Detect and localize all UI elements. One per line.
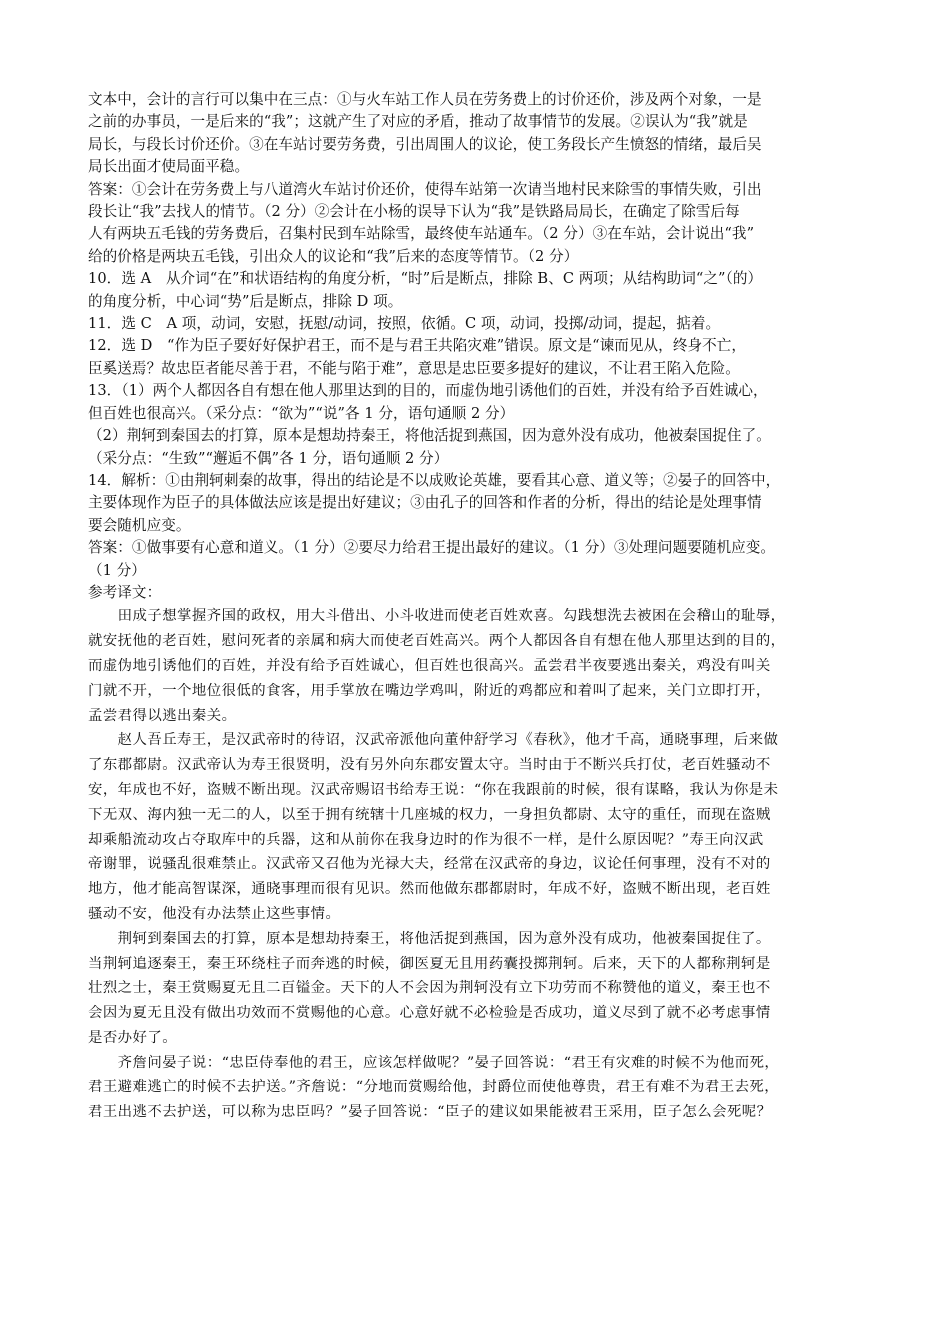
text-line: 了东郡都尉。汉武帝认为寿王很贤明，没有另外向东郡安置太守。当时由于不断兴兵打仗，老百姓骚动不 [88, 757, 771, 774]
text-line: 地方，他才能高智谋深，通晓事理而很有见识。然而他做东郡都尉时，年成不好，盗贼不断出现，老百姓 [88, 881, 771, 898]
text-line: 帝谢罪，说骚乱很难禁止。汉武帝又召他为光禄大夫，经常在汉武帝的身边，议论任何事理，没有不对的 [88, 856, 771, 873]
text-line: 赵人吾丘寿王，是汉武帝时的待诏，汉武帝派他向董仲舒学习《春秋》，他才千高，通晓事理，后来做 [88, 732, 779, 749]
text-line: 君王出逃不去护送，可以称为忠臣吗？”晏子回答说：“臣子的建议如果能被君王采用，臣子怎么会死呢？ [88, 1104, 772, 1121]
text-line: 当荆轲追逐秦王，秦王环绕柱子而奔逃的时候，御医夏无且用药囊投掷荆轲。后来，天下的人都称荆轲是 [88, 955, 771, 972]
text-line: 田成子想掌握齐国的政权，用大斗借出、小斗收进而使老百姓欢喜。勾践想洗去被困在会稽山的耻辱， [88, 608, 786, 625]
text-line: 齐詹问晏子说：“忠臣侍奉他的君王，应该怎样做呢？”晏子回答说：“君王有灾难的时候不为他而死， [88, 1054, 780, 1071]
answer-14 [88, 537, 864, 582]
question-10 [88, 268, 864, 313]
text-line: 13．（1）两个人都因各自有想在他人那里达到的目的，而虚伪地引诱他们的百姓，并没有给予百姓诚心， [88, 382, 768, 400]
text-line: 荆轲到秦国去的打算，原本是想劫持秦王，将他活捉到燕国，因为意外没有成功，他被秦国捉住了。 [88, 930, 771, 947]
text-line: 而虚伪地引诱他们的百姓，并没有给予百姓诚心，但百姓也很高兴。孟尝君半夜要逃出秦关，鸡没有叫关 [88, 657, 771, 674]
answer-9 [88, 179, 864, 269]
question-14 [88, 470, 864, 537]
text-line: 但百姓也很高兴。（采分点：“欲为”“说”各 1 分，语句通顺 2 分） [88, 404, 515, 422]
question-11 [88, 313, 864, 335]
text-line: 10．选 A 从介词“在”和状语结构的角度分析，“时”后是断点，排除 B、C 两项；从结构助词“之”（的） [88, 270, 763, 288]
translation-paragraph-3 [88, 927, 864, 1051]
text-line: 11．选 C A 项，动词，安慰，抚慰/动词，按照，依循。C 项，动词，投掷/动词，提起，掂着。 [88, 315, 721, 333]
text-line: 下无双、海内独一无二的人，以至于拥有统辖十几座城的权力，一身担负都尉、太守的重任，而现在盗贼 [88, 806, 771, 823]
text-line: 会因为夏无且没有做出功效而不赏赐他的心意。心意好就不必检验是否成功，道义尽到了就不必考虑事情 [88, 1005, 771, 1022]
text-line: 之前的办事员，一是后来的“我”；这就产生了对应的矛盾，推动了故事情节的发展。②误认为“我”就是 [88, 113, 748, 131]
text-line: 却乘船流动攻占夺取库中的兵器，这和从前你在我身边时的作为很不一样，是什么原因呢？”寿王向汉武 [88, 831, 764, 848]
text-line: 壮烈之士，秦王赏赐夏无且二百镒金。天下的人不会因为荆轲没有立下功劳而不称赞他的道义，秦王也不 [88, 980, 771, 997]
text-line: 的角度分析，中心词“势”后是断点，排除 D 项。 [88, 292, 403, 310]
translation-paragraph-2 [88, 728, 864, 926]
translation-paragraph-4 [88, 1051, 864, 1125]
text-line: 局长出面才使局面平稳。 [88, 158, 250, 176]
text-line: 主要体现作为臣子的具体做法应该是提出好建议；③由孔子的回答和作者的分析，得出的结论是处理事情 [88, 494, 762, 512]
question-13-1 [88, 380, 864, 425]
text-line: 要会随机应变。 [88, 516, 191, 534]
text-line: （1 分） [88, 561, 146, 579]
analysis-paragraph [88, 89, 864, 179]
text-line: 臣奚送焉？故忠臣者能尽善于君，不能与陷于难”，意思是忠臣要多提好的建议，不让君王陷入危险。 [88, 359, 740, 377]
text-line: 骚动不安，他没有办法禁止这些事情。 [88, 905, 341, 922]
text-line: （2）荆轲到秦国去的打算，原本是想劫持秦王，将他活捉到燕国，因为意外没有成功，他被秦国捉住了。 [88, 427, 771, 445]
text-line: 给的价格是两块五毛钱，引出众人的议论和“我”后来的态度等情节。（2 分） [88, 247, 579, 265]
text-line: 君王避难逃亡的时候不去护送。”齐詹说：“分地而赏赐给他，封爵位而使他尊贵，君王有难不为君王去死， [88, 1079, 780, 1096]
text-line: 答案：①会计在劳务费上与八道湾火车站讨价还价，使得车站第一次请当地村民来除雪的事情失败，引出 [88, 180, 762, 198]
text-line: 就安抚他的老百姓，慰问死者的亲属和病大而使老百姓高兴。两个人都因各自有想在他人那里达到的目的， [88, 633, 786, 650]
text-line: 门就不开，一个地位很低的食客，用手掌放在嘴边学鸡叫，附近的鸡都应和着叫了起来，关门立即打开， [88, 682, 771, 699]
text-line: 答案：①做事要有心意和道义。（1 分）②要尽力给君王提出最好的建议。（1 分）③处理问题要随机应变。 [88, 539, 776, 557]
text-line: （采分点：“生致”“邂逅不偶”各 1 分，语句通顺 2 分） [88, 449, 449, 467]
translation-paragraph-1 [88, 604, 864, 728]
text-line: 孟尝君得以逃出秦关。 [88, 707, 237, 724]
text-line: 文本中，会计的言行可以集中在三点：①与火车站工作人员在劳务费上的讨价还价，涉及两个对象，一是 [88, 91, 762, 108]
text-line: 局长，与段长讨价还价。③在车站讨要劳务费，引出周围人的议论，使工务段长产生愤怒的情绪，最后吴 [88, 135, 762, 153]
translation-heading [88, 582, 864, 604]
question-13-2 [88, 425, 864, 470]
text-line: 参考译文： [88, 583, 162, 601]
text-line: 12．选 D “作为臣子要好好保护君王，而不是与君王共陷灾难”错误。原文是“谏而见从，终身不亡， [88, 337, 747, 355]
question-12 [88, 335, 864, 380]
text-line: 是否办好了。 [88, 1029, 178, 1046]
text-line: 段长让“我”去找人的情节。（2 分）②会计在小杨的误导下认为“我”是铁路局局长，在确定了除雪后每 [88, 203, 740, 221]
text-line: 安，年成也不好，盗贼不断出现。汉武帝赐诏书给寿王说：“你在我跟前的时候，很有谋略，我认为你是未 [88, 781, 779, 798]
text-line: 人有两块五毛钱的劳务费后，召集村民到车站除雪，最终使车站通车。（2 分）③在车站，会计说出“我” [88, 225, 755, 243]
text-line: 14．解析：①由荆轲刺秦的故事，得出的结论是不以成败论英雄，要看其心意、道义等；②晏子的回答中， [88, 471, 781, 489]
